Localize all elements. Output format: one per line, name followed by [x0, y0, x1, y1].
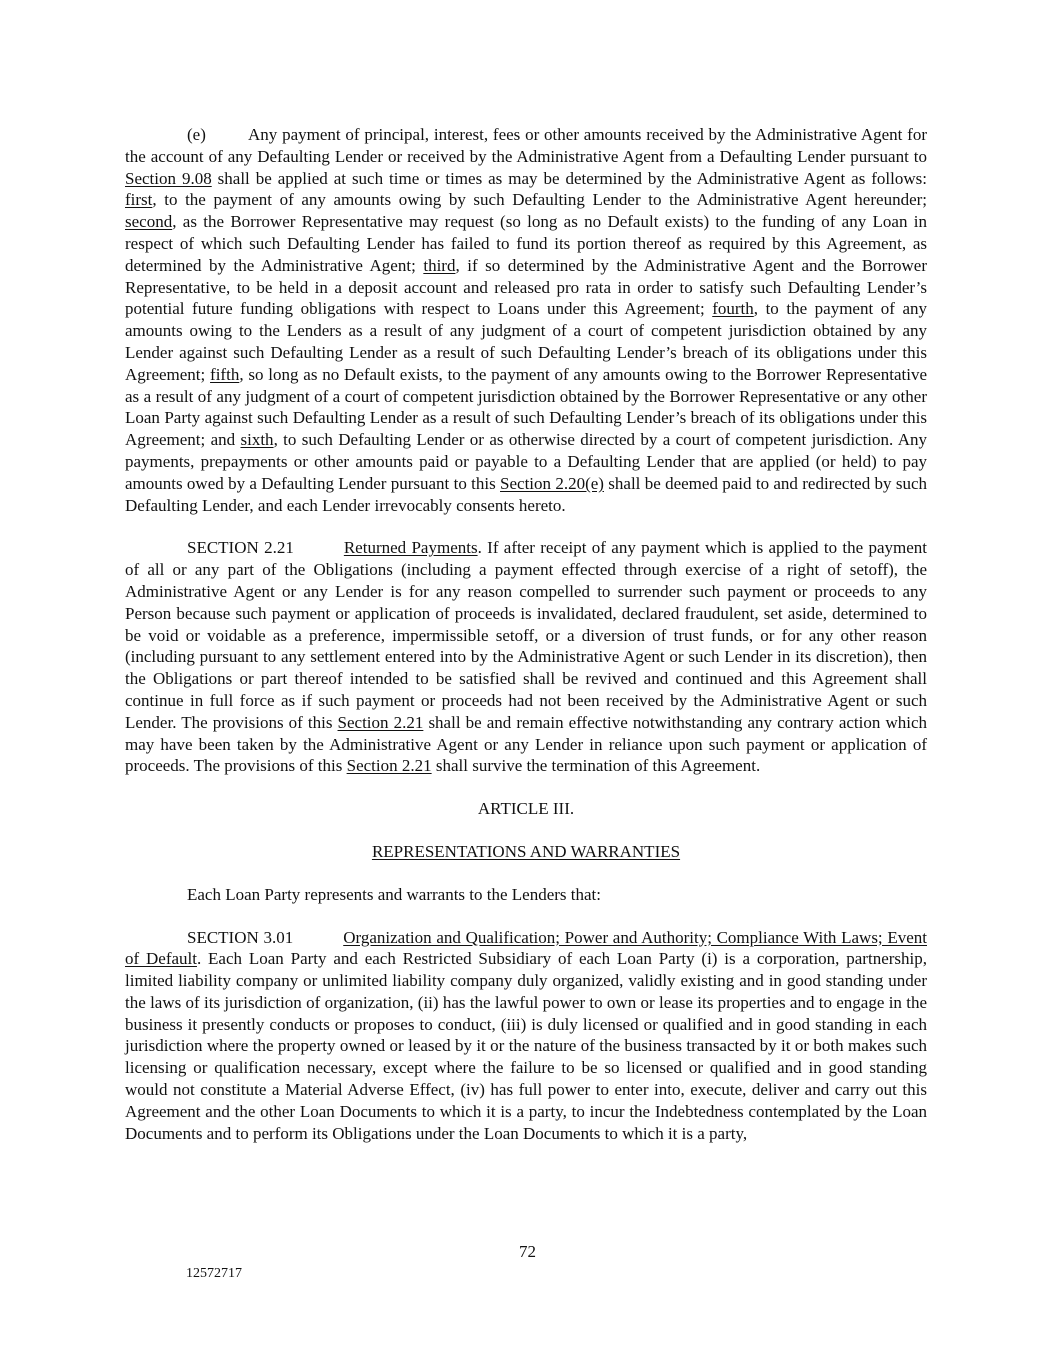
document-page	[125, 124, 927, 1144]
paragraph-e-label: (e)	[187, 125, 206, 144]
article-title: REPRESENTATIONS AND WARRANTIES	[371, 841, 681, 861]
article-intro: Each Loan Party represents and warrants to the Lenders that:	[187, 884, 601, 904]
section-2-21-label: SECTION 2.21	[187, 538, 294, 558]
term-third: third	[423, 255, 456, 275]
section-3-01-title: Organization and Qualification; Power and Authority; Compliance With Laws; Event of Default	[125, 927, 927, 969]
article-heading: ARTICLE III.	[477, 799, 575, 819]
term-first: first	[125, 190, 153, 210]
section-3-01-label: SECTION 3.01	[187, 927, 294, 947]
term-fifth: fifth	[210, 364, 240, 384]
term-second: second	[125, 212, 173, 232]
section-2-21: SECTION 2.21 Returned Payments. If after receipt of any payment which is applied to the payment of all or any part of the Obligations (including a payment effected through exercise of a right of setoff), the Administrative Agent or any Lender is for any reason compelled to surrender such payment or proceeds to any Person because such payment or application of proceeds is invalidated, declared fraudulent, set aside, determined to be void or voidable as a preference, impermissible setoff, or a diversion of trust funds, or for any other reason (including pursuant to any settlement entered into by the Administrative Agent or such Lender in its discretion), then the Obligations or part thereof intended to be satisfied shall be revived and continued and this Agreement shall continue in full force as if such payment or proceeds had not been received by the Administrative Agent or such Lender. The provisions of this Section 2.21 shall be and remain effective notwithstanding any contrary action which may have been taken by the Administrative Agent or any Lender in reliance upon such payment or application of proceeds. The provisions of this Section 2.21 shall survive the termination of this Agreement.	[125, 538, 928, 776]
section-2-21-title: Returned Payments	[343, 538, 478, 558]
section-2-21-reference: Section 2.21	[337, 712, 424, 732]
paragraph-e: (e) Any payment of principal, interest, fees or other amounts received by the Administrative Agent for the account of any Defaulting Lender or received by the Administrative Agent from a Defaulting Lender pursuant to Section 9.08 shall be applied at such time or times as may be determined by the Administrative Agent as follows: first, to the payment of any amounts owing by such Defaulting Lender to the Administrative Agent hereunder; second, as the Borrower Representative may request (so long as no Default exists) to the funding of any Loan in respect of which such Defaulting Lender has failed to fund its portion thereof as required by this Agreement, as determined by the Administrative Agent; third, if so determined by the Administrative Agent and the Borrower Representative, to be held in a deposit account and released pro rata in order to satisfy such Defaulting Lender’s potential future funding obligations with respect to Loans under this Agreement; fourth, to the payment of any amounts owing to the Lenders as a result of any judgment of a court of competent jurisdiction obtained by any Lender against such Defaulting Lender as a result of such Defaulting Lender’s breach of its obligations under this Agreement; fifth, so long as no Default exists, to the payment of any amounts owing to the Borrower Representative as a result of any judgment of a court of competent jurisdiction obtained by the Borrower Representative or any other Loan Party against such Defaulting Lender as a result of such Defaulting Lender’s breach of its obligations under this Agreement; and sixth, to such Defaulting Lender or as otherwise directed by a court of competent jurisdiction. Any payments, prepayments or other amounts paid or payable to a Defaulting Lender that are applied (or held) to pay amounts owed by a Defaulting Lender pursuant to this Section 2.20(e) shall be deemed paid to and redirected by such Defaulting Lender, and each Lender irrevocably consents hereto.	[125, 125, 928, 515]
section-2-20e-reference: Section 2.20(e)	[500, 473, 604, 493]
section-2-21-reference: Section 2.21	[346, 756, 432, 776]
section-9-08-reference: Section 9.08	[125, 168, 212, 188]
document-id: 12572717	[186, 1266, 242, 1281]
term-fourth: fourth	[712, 299, 754, 319]
term-sixth: sixth	[240, 430, 274, 450]
page-number: 72	[519, 1242, 536, 1261]
section-3-01: SECTION 3.01 Organization and Qualification; Power and Authority; Compliance With Laws; Event of Default. Each Loan Party and each Restricted Subsidiary of each Loan Party (i) is a corporation, partnership, limited liability company or unlimited liability company duly organized, validly existing and in good standing under the laws of its jurisdiction of organization, (ii) has the lawful power to own or lease its properties and to engage in the business it presently conducts or proposes to conduct, (iii) is duly licensed or qualified and in good standing in each jurisdiction where the property owned or leased by it or the nature of the business transacted by it or both makes such licensing or qualification necessary, except where the failure to be so licensed or qualified and in good standing would not constitute a Material Adverse Effect, (iv) has full power to enter into, execute, deliver and carry out this Agreement and the other Loan Documents to which it is a party, to incur the Indebtedness contemplated by the Loan Documents and to perform its Obligations under the Loan Documents to which it is a party,	[125, 927, 927, 1143]
